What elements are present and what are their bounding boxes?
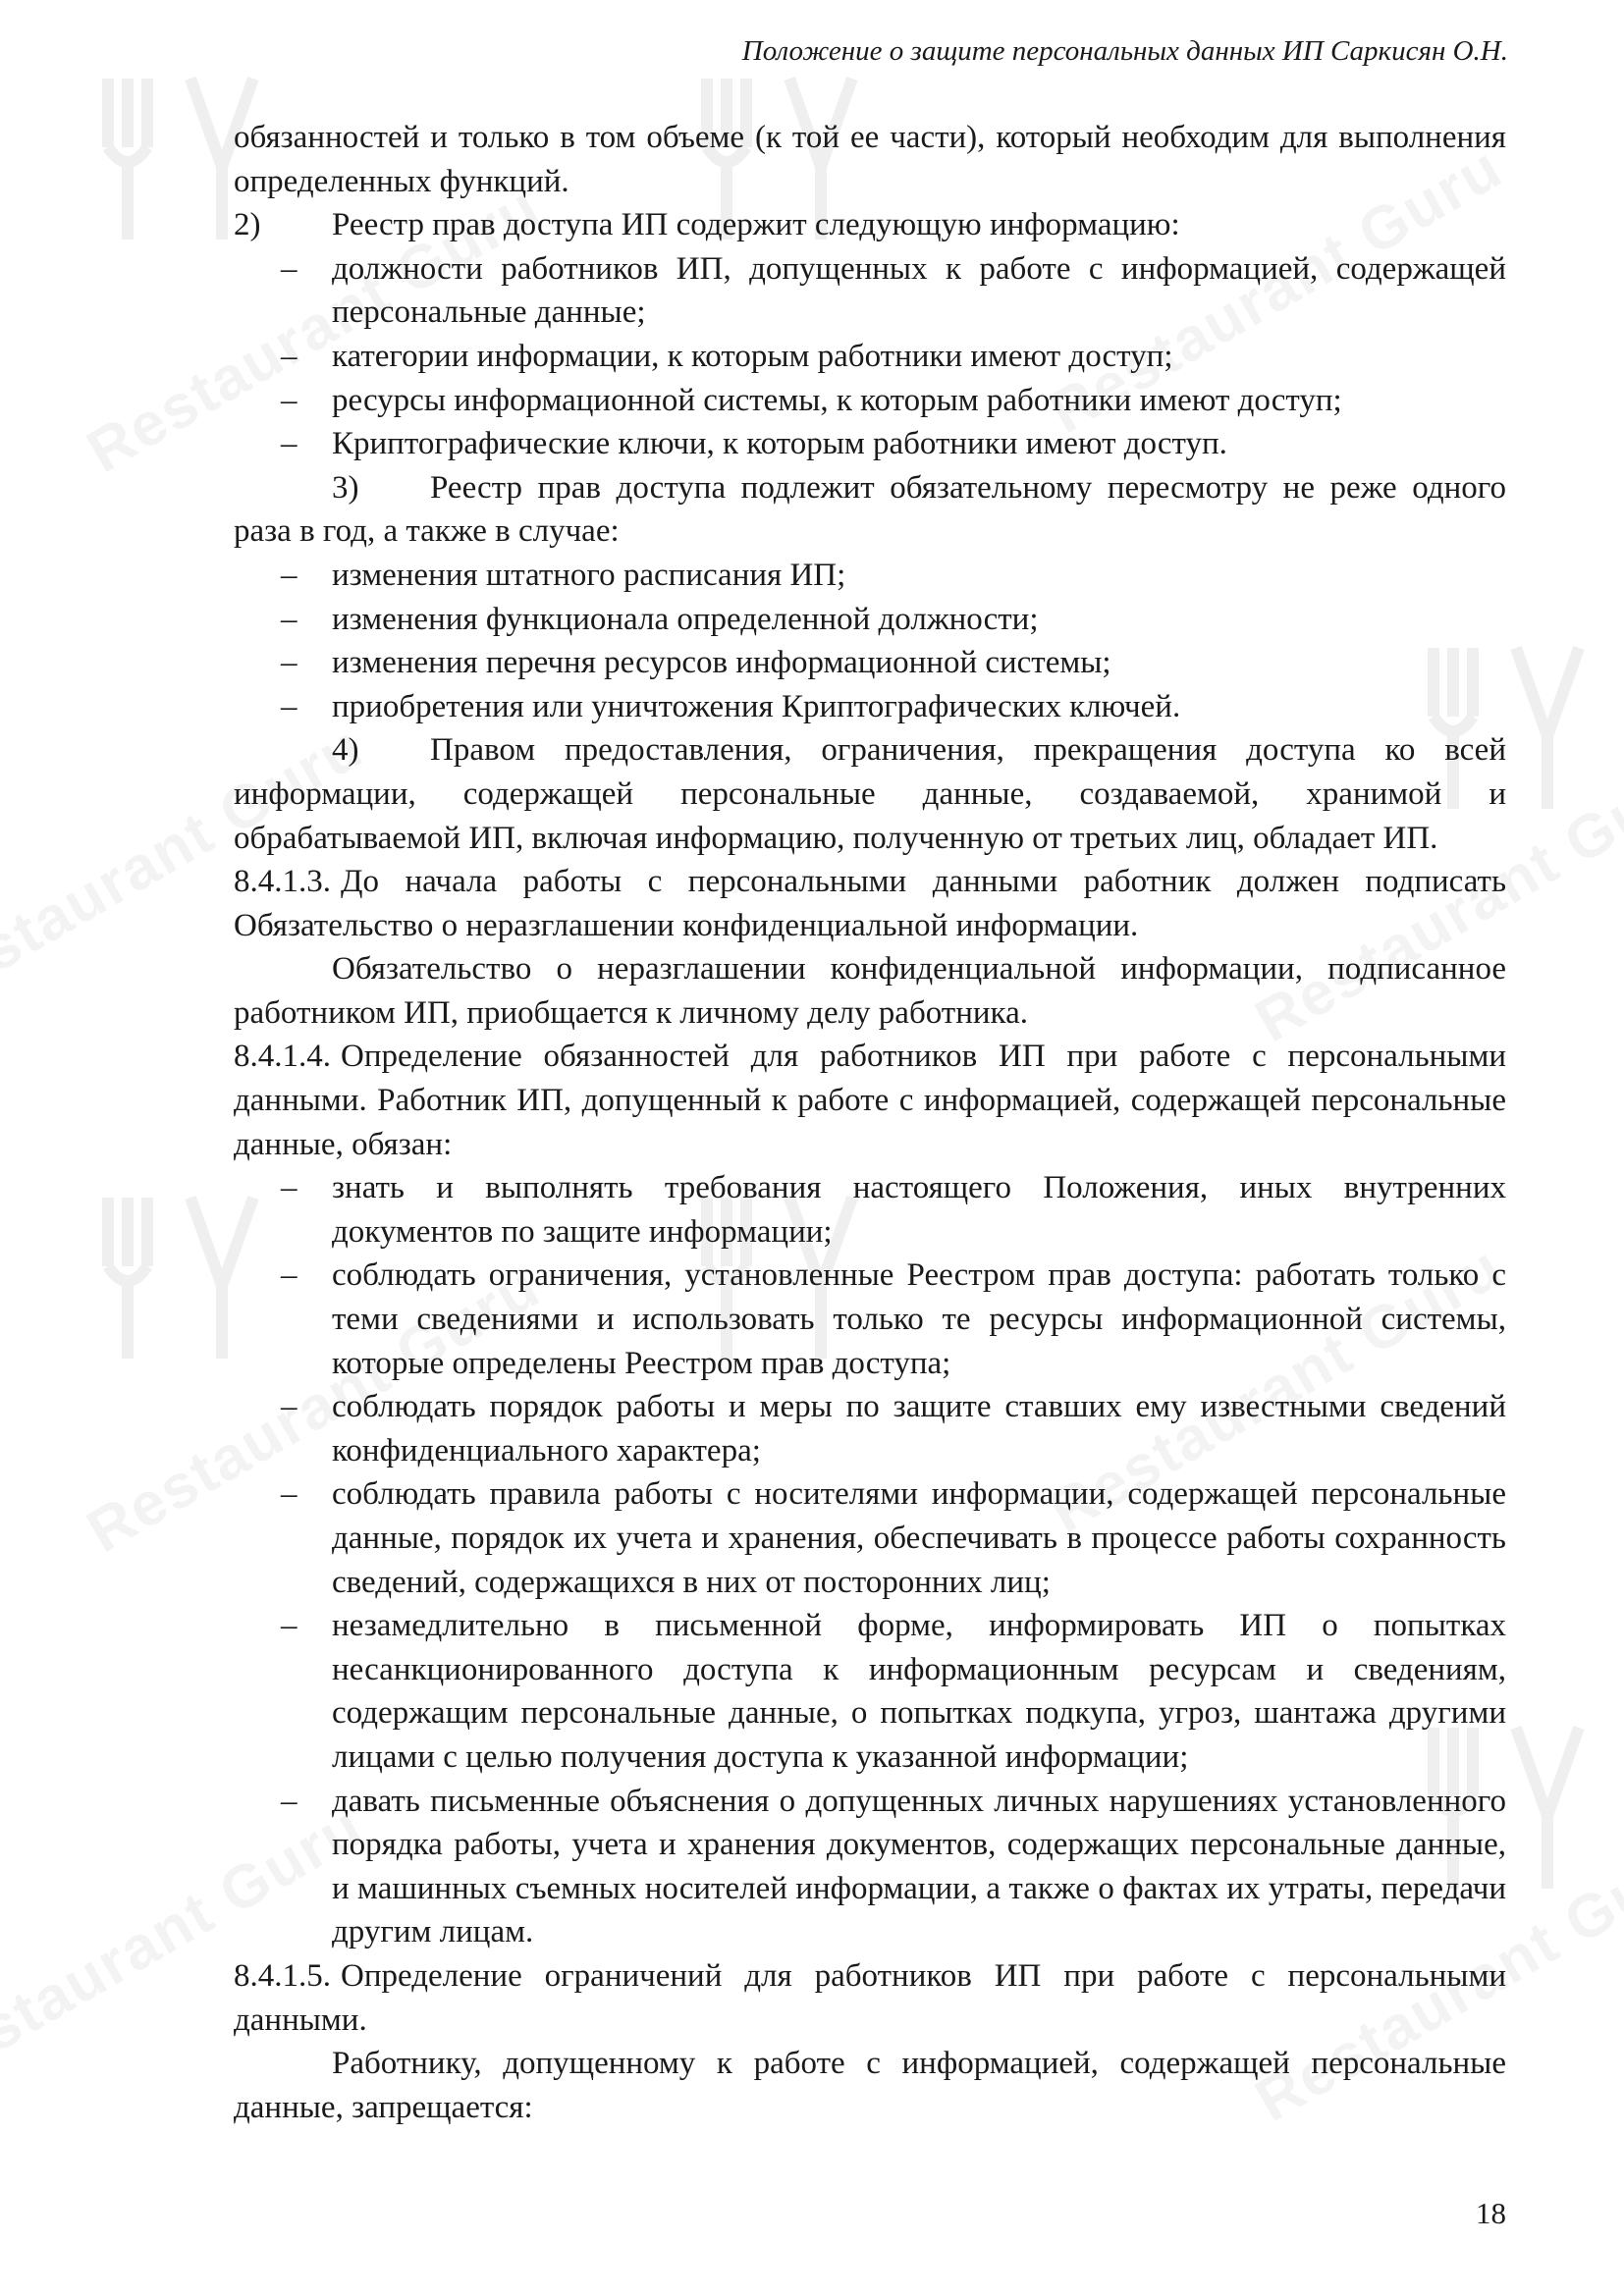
page-header: Положение о защите персональных данных ИП Саркисян О.Н. [741,35,1508,67]
bullet-item: – давать письменные объяснения о допущенных личных нарушениях установленного порядка работы, учета и хранения документов, содержащих персональные данные, и машинных съемных носителей информации, а также о фактах их утраты, передачи другим лицам. [281,1780,1506,1954]
bullet-text: приобретения или уничтожения Криптографических ключей. [332,688,1181,724]
item-number: 2) [234,207,261,243]
bullet-item: – категории информации, к которым работники имеют доступ; [281,335,1506,379]
section-text: До начала работы с персональными данными работник должен подписать Обязательство о неразглашении конфиденциальной информации. [234,864,1506,943]
section-8-4-1-3 [234,860,1506,947]
section-text: Определение ограничений для работников ИП при работе с персональными данными. [234,1957,1506,2038]
bullet-item: – приобретения или уничтожения Криптографических ключей. [281,685,1506,729]
bullet-text: Криптографические ключи, к которым работники имеют доступ. [332,426,1227,462]
bullet-text: давать письменные объяснения о допущенных личных нарушениях установленного порядка работы, учета и хранения документов, содержащих персональные данные, и машинных съемных носителей информации, а также о фактах их утраты, передачи другим лицам. [332,1783,1506,1950]
bullet-text: должности работников ИП, допущенных к работе с информацией, содержащей персональные данные; [332,250,1506,331]
item-text: Реестр прав доступа ИП содержит следующую информацию: [332,207,1180,243]
bullet-item: – изменения штатного расписания ИП; [281,554,1506,598]
section-text: Определение обязанностей для работников ИП при работе с персональными данными. Работник ИП, допущенный к работе с информацией, содержащей персональные данные, обязан: [234,1039,1506,1162]
item-text: Реестр прав доступа подлежит обязательному пересмотру не реже одного раза в год, а также в случае: [234,469,1506,550]
bullet-item: – знать и выполнять требования настоящего Положения, иных внутренних документов по защите информации; [281,1166,1506,1254]
bullet-text: изменения перечня ресурсов информационной системы; [332,645,1111,681]
section-number: 8.4.1.4. [234,1039,331,1075]
bullet-text: знать и выполнять требования настоящего Положения, иных внутренних документов по защите информации; [332,1170,1506,1250]
section-8-4-1-5 [234,1954,1506,2042]
bullet-item: – незамедлительно в письменной форме, информировать ИП о попытках несанкционированного доступа к информационным ресурсам и сведениям, содержащим персональные данные, о попытках подкупа, угроз, шантажа другими лицами с целью получения доступа к указанной информации; [281,1604,1506,1779]
item-number: 4) [332,732,359,769]
bullet-item: – Криптографические ключи, к которым работники имеют доступ. [281,422,1506,466]
section-8-4-1-4 [234,1035,1506,1166]
section-number: 8.4.1.3. [234,864,331,900]
bullet-text: незамедлительно в письменной форме, информировать ИП о попытках несанкционированного доступа к информационным ресурсам и сведениям, содержащим персональные данные, о попытках подкупа, угроз, шантажа другими лицами с целью получения доступа к указанной информации; [332,1608,1506,1775]
bullet-text: соблюдать правила работы с носителями информации, содержащей персональные данные, порядок их учета и хранения, обеспечивать в процессе работы сохранность сведений, содержащихся в них от посторонних лиц; [332,1476,1506,1600]
bullet-item: – соблюдать правила работы с носителями информации, содержащей персональные данные, порядок их учета и хранения, обеспечивать в процессе работы сохранность сведений, содержащихся в них от посторонних лиц; [281,1472,1506,1604]
bullet-item: – изменения перечня ресурсов информационной системы; [281,641,1506,685]
section-number: 8.4.1.5. [234,1957,331,1994]
list-item-3 [234,466,1506,554]
bullet-text: соблюдать ограничения, установленные Реестром прав доступа: работать только с теми сведениями и использовать только те ресурсы информационной системы, которые определены Реестром прав доступа; [332,1257,1506,1381]
page-number: 18 [1476,2196,1506,2230]
item-text: Правом предоставления, ограничения, прекращения доступа ко всей информации, содержащей персональные данные, создаваемой, хранимой и обрабатываемой ИП, включая информацию, полученную от третьих лиц, обладает ИП. [234,732,1506,856]
list-item-2 [234,203,1506,247]
intro-paragraph: обязанностей и только в том объеме (к той ее части), который необходим для выполнения определенных функций. [234,120,1506,199]
bullet-text: изменения функционала определенной должности; [332,601,1039,637]
list-item-4 [234,728,1506,860]
item-number: 3) [332,469,359,506]
document-body [234,116,1506,2129]
bullet-item: – соблюдать порядок работы и меры по защите ставших ему известными сведений конфиденциального характера; [281,1385,1506,1472]
bullet-item: – изменения функционала определенной должности; [281,598,1506,642]
bullet-text: категории информации, к которым работники имеют доступ; [332,338,1173,374]
bullet-text: соблюдать порядок работы и меры по защите ставших ему известными сведений конфиденциального характера; [332,1389,1506,1468]
section-paragraph: Обязательство о неразглашении конфиденциальной информации, подписанное работником ИП, приобщается к личному делу работника. [234,951,1506,1031]
bullet-text: ресурсы информационной системы, к которым работники имеют доступ; [332,382,1342,418]
bullet-item: – должности работников ИП, допущенных к работе с информацией, содержащей персональные данные; [281,247,1506,335]
bullet-item: – ресурсы информационной системы, к которым работники имеют доступ; [281,379,1506,423]
section-paragraph: Работнику, допущенному к работе с информацией, содержащей персональные данные, запрещается: [234,2046,1506,2125]
bullet-item: – соблюдать ограничения, установленные Реестром прав доступа: работать только с теми сведениями и использовать только те ресурсы информационной системы, которые определены Реестром прав доступа; [281,1254,1506,1385]
bullet-text: изменения штатного расписания ИП; [332,557,846,593]
